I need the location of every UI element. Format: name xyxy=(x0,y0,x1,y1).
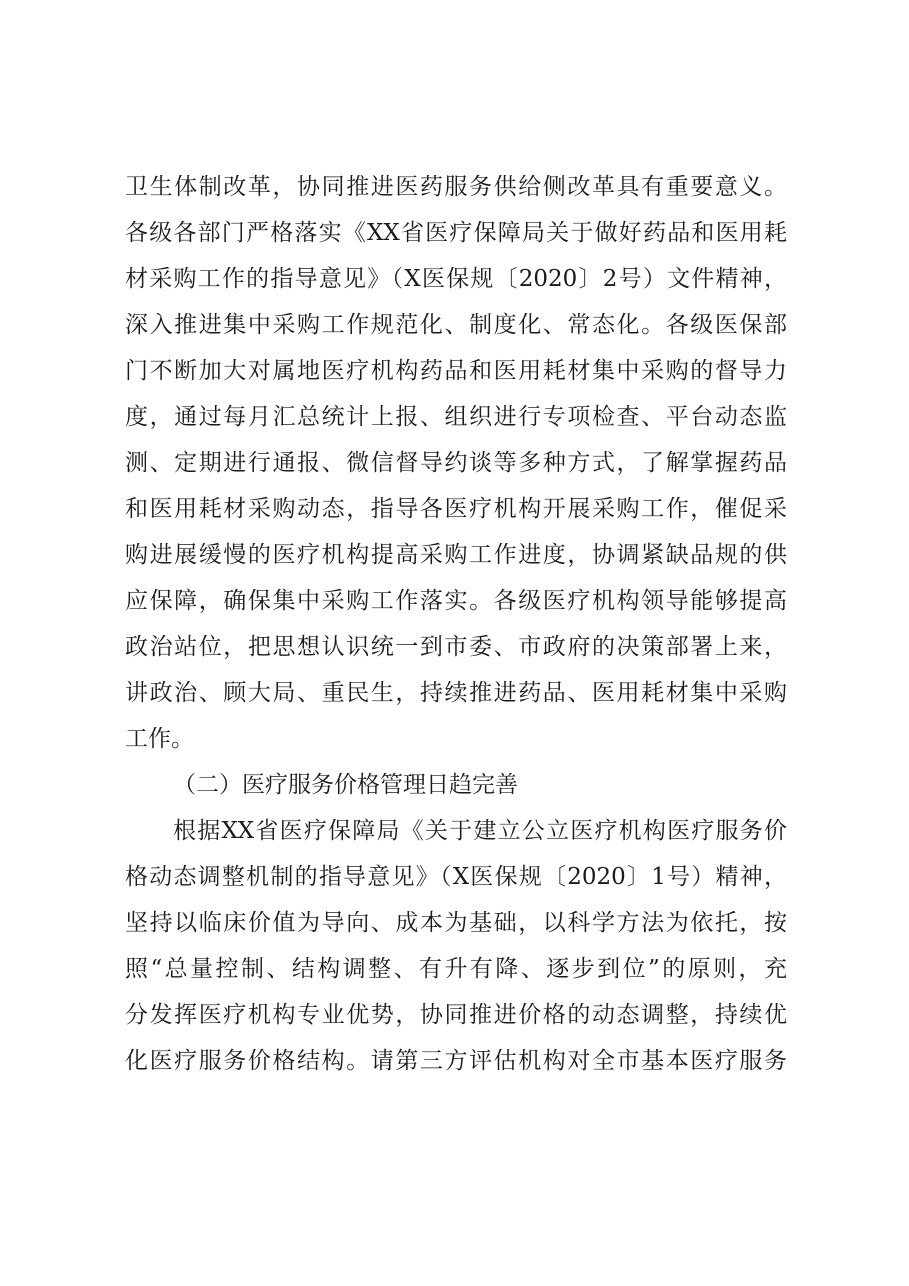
body-line: 测、定期进行通报、微信督导约谈等多种方式，了解掌握药品 xyxy=(125,450,787,476)
document-body xyxy=(125,164,787,1084)
body-line: 深入推进集中采购工作规范化、制度化、常态化。各级医保部 xyxy=(125,312,787,338)
body-line: 化医疗服务价格结构。请第三方评估机构对全市基本医疗服务 xyxy=(125,1048,787,1074)
body-line: 卫生体制改革，协同推进医药服务供给侧改革具有重要意义。 xyxy=(125,174,787,200)
body-line: 和医用耗材采购动态，指导各医疗机构开展采购工作，催促采 xyxy=(125,496,787,522)
body-line-paragraph-end: 工作。 xyxy=(125,726,194,752)
body-line: 照“总量控制、结构调整、有升有降、逐步到位”的原则，充 xyxy=(125,956,787,982)
section-heading: （二）医疗服务价格管理日趋完善 xyxy=(173,772,518,798)
body-line: 门不断加大对属地医疗机构药品和医用耗材集中采购的督导力 xyxy=(125,358,787,384)
body-line: 应保障，确保集中采购工作落实。各级医疗机构领导能够提高 xyxy=(125,588,787,614)
body-line: 材采购工作的指导意见》（X医保规〔2020〕2号）文件精神， xyxy=(125,266,787,292)
body-line: 各级各部门严格落实《XX省医疗保障局关于做好药品和医用耗 xyxy=(125,220,787,246)
body-line: 度，通过每月汇总统计上报、组织进行专项检查、平台动态监 xyxy=(125,404,787,430)
body-line: 格动态调整机制的指导意见》（X医保规〔2020〕1号）精神， xyxy=(125,864,787,890)
body-line-paragraph-start: 根据XX省医疗保障局《关于建立公立医疗机构医疗服务价 xyxy=(173,818,787,844)
body-line: 坚持以临床价值为导向、成本为基础，以科学方法为依托，按 xyxy=(125,910,787,936)
body-line: 讲政治、顾大局、重民生，持续推进药品、医用耗材集中采购 xyxy=(125,680,787,706)
body-line: 分发挥医疗机构专业优势，协同推进价格的动态调整，持续优 xyxy=(125,1002,787,1028)
body-line: 购进展缓慢的医疗机构提高采购工作进度，协调紧缺品规的供 xyxy=(125,542,787,568)
body-line: 政治站位，把思想认识统一到市委、市政府的决策部署上来， xyxy=(125,634,787,660)
